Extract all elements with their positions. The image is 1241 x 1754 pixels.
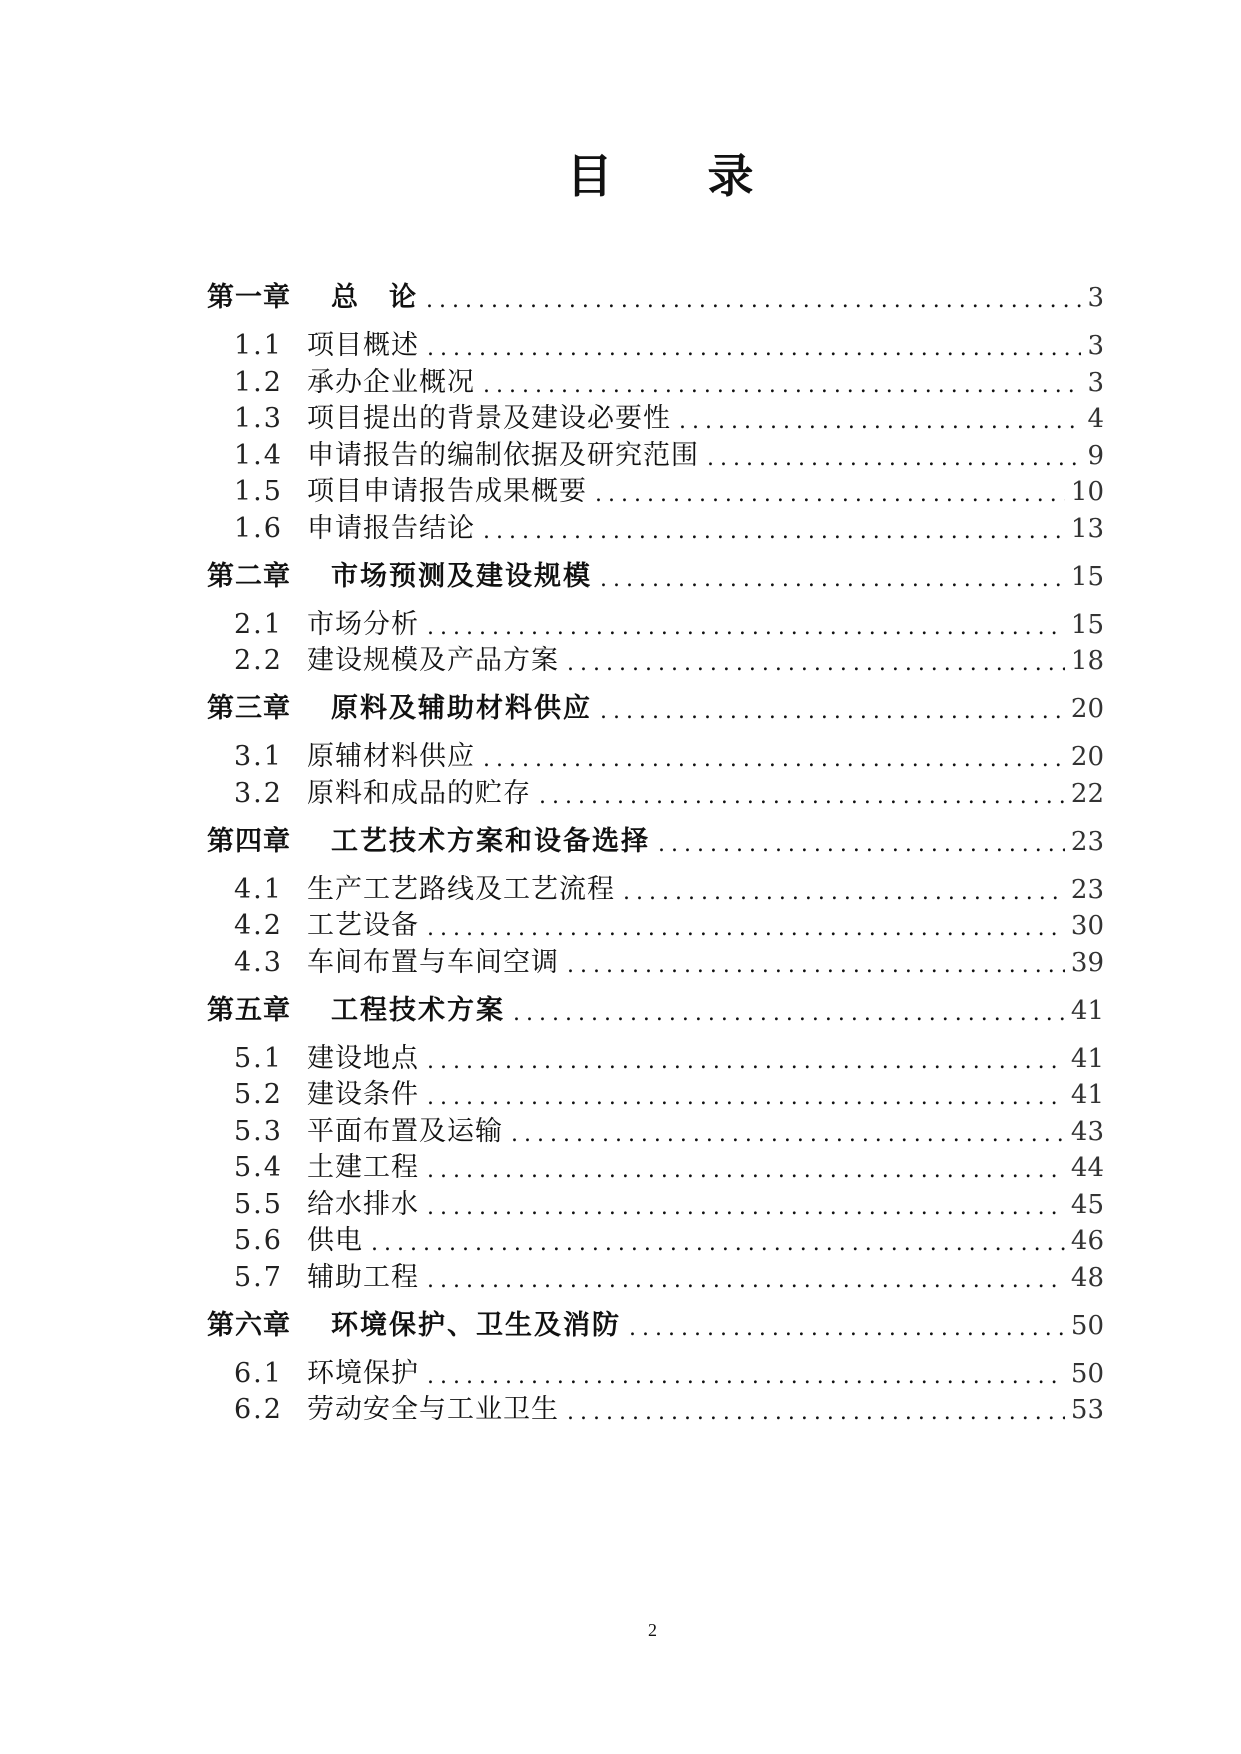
- toc-leader-dots: [539, 782, 1065, 812]
- toc-leader-dots: [427, 1362, 1065, 1392]
- toc-section-entry[interactable]: [207, 1114, 1104, 1150]
- toc-entry-number: 3.2: [234, 777, 283, 809]
- toc-section-entry[interactable]: [207, 1260, 1104, 1296]
- toc-entry-label: 生产工艺路线及工艺流程: [307, 873, 615, 905]
- toc-chapter-entry[interactable]: [207, 1308, 1104, 1344]
- toc-entry-page: 46: [1070, 1226, 1104, 1256]
- toc-entry-label: 建设规模及产品方案: [307, 645, 559, 676]
- toc-leader-dots: [567, 649, 1065, 679]
- page-title: [0, 140, 1241, 206]
- toc-section-entry[interactable]: [207, 511, 1104, 547]
- toc-section-entry[interactable]: [207, 1077, 1104, 1113]
- toc-leader-dots: [629, 1314, 1065, 1344]
- toc-entry-label: 市场预测及建设规模: [331, 560, 592, 592]
- toc-entry-page: 23: [1070, 826, 1104, 857]
- toc-section-entry[interactable]: [207, 1150, 1104, 1186]
- toc-entry-number: 第六章: [207, 1309, 291, 1341]
- toc-entry-number: 5.2: [234, 1079, 283, 1110]
- toc-entry-label: 平面布置及运输: [307, 1115, 503, 1147]
- toc-leader-dots: [426, 286, 1081, 316]
- toc-entry-label: 原料和成品的贮存: [307, 777, 531, 809]
- toc-entry-label: 辅助工程: [307, 1261, 419, 1293]
- toc-entry-number: 5.7: [234, 1261, 283, 1293]
- toc-entry-page: 41: [1070, 1080, 1104, 1110]
- toc-chapter-entry[interactable]: [207, 559, 1104, 595]
- toc-leader-dots: [483, 517, 1065, 547]
- toc-leader-dots: [511, 1120, 1065, 1150]
- toc-section-entry[interactable]: [207, 328, 1104, 364]
- toc-section-entry[interactable]: [207, 776, 1104, 812]
- toc-entry-number: 5.4: [234, 1152, 283, 1183]
- toc-section-entry[interactable]: [207, 908, 1104, 944]
- toc-entry-page: 3: [1087, 283, 1104, 313]
- toc-leader-dots: [427, 1266, 1065, 1296]
- toc-entry-number: 4.2: [234, 910, 283, 941]
- toc-entry-page: 41: [1070, 1043, 1104, 1074]
- toc-section-entry[interactable]: [207, 401, 1104, 437]
- toc-entry-label: 建设条件: [307, 1079, 419, 1110]
- toc-leader-dots: [567, 1398, 1065, 1428]
- toc-entry-label: 项目概述: [307, 330, 419, 361]
- toc-section-entry[interactable]: [207, 1356, 1104, 1392]
- toc-entry-number: 1.6: [234, 512, 283, 544]
- toc-leader-dots: [427, 1156, 1065, 1186]
- toc-entry-page: 44: [1070, 1153, 1104, 1183]
- toc-entry-page: 18: [1070, 646, 1104, 676]
- toc-entry-label: 项目申请报告成果概要: [307, 476, 587, 507]
- toc-entry-number: 1.5: [234, 476, 283, 507]
- toc-entry-label: 环境保护: [307, 1357, 419, 1389]
- toc-entry-number: 4.3: [234, 946, 283, 978]
- toc-entry-page: 15: [1070, 609, 1104, 640]
- toc-entry-page: 45: [1070, 1189, 1104, 1220]
- toc-entry-number: 5.6: [234, 1225, 283, 1256]
- toc-entry-page: 48: [1070, 1262, 1104, 1293]
- toc-entry-number: 2.2: [234, 645, 283, 676]
- toc-entry-label: 总 论: [331, 282, 418, 313]
- toc-entry-number: 5.3: [234, 1115, 283, 1147]
- toc-section-entry[interactable]: [207, 1187, 1104, 1223]
- toc-section-entry[interactable]: [207, 1392, 1104, 1428]
- toc-leader-dots: [600, 565, 1065, 595]
- toc-leader-dots: [567, 951, 1065, 981]
- toc-entry-page: 15: [1070, 561, 1104, 592]
- toc-entry-page: 50: [1070, 1358, 1104, 1389]
- toc-section-entry[interactable]: [207, 739, 1104, 775]
- toc-leader-dots: [427, 1047, 1065, 1077]
- toc-entry-number: 1.1: [234, 330, 283, 361]
- toc-leader-dots: [483, 745, 1065, 775]
- toc-entry-page: 3: [1087, 331, 1104, 361]
- toc-section-entry[interactable]: [207, 643, 1104, 679]
- toc-entry-label: 市场分析: [307, 608, 419, 640]
- toc-chapter-entry[interactable]: [207, 280, 1104, 316]
- toc-leader-dots: [623, 878, 1065, 908]
- toc-leader-dots: [483, 371, 1081, 401]
- toc-entry-page: 39: [1070, 947, 1104, 978]
- toc-entry-number: 6.1: [234, 1357, 283, 1389]
- toc-entry-page: 53: [1070, 1395, 1104, 1425]
- toc-entry-label: 申请报告的编制依据及研究范围: [307, 439, 699, 471]
- toc-entry-label: 环境保护、卫生及消防: [331, 1309, 621, 1341]
- toc-entry-page: 23: [1070, 874, 1104, 905]
- toc-entry-label: 给水排水: [307, 1188, 419, 1220]
- toc-entry-page: 20: [1070, 694, 1104, 724]
- toc-entry-page: 30: [1070, 911, 1104, 941]
- toc-entry-label: 原辅材料供应: [307, 741, 475, 772]
- toc-leader-dots: [513, 999, 1065, 1029]
- toc-leader-dots: [427, 1083, 1065, 1113]
- toc-entry-page: 4: [1087, 404, 1104, 434]
- toc-section-entry[interactable]: [207, 872, 1104, 908]
- toc-entry-number: 5.1: [234, 1042, 283, 1074]
- toc-entry-number: 5.5: [234, 1188, 283, 1220]
- toc-entry-label: 车间布置与车间空调: [307, 946, 559, 978]
- toc-entry-number: 第三章: [207, 693, 291, 724]
- toc-entry-number: 1.4: [234, 439, 283, 471]
- toc-leader-dots: [595, 480, 1065, 510]
- toc-entry-label: 劳动安全与工业卫生: [307, 1394, 559, 1425]
- toc-entry-label: 工艺技术方案和设备选择: [331, 825, 650, 857]
- toc-entry-page: 41: [1070, 995, 1104, 1026]
- toc-chapter-entry[interactable]: [207, 691, 1104, 727]
- toc-section-entry[interactable]: [207, 1041, 1104, 1077]
- toc-entry-number: 1.3: [234, 403, 283, 434]
- toc-leader-dots: [371, 1229, 1065, 1259]
- toc-entry-label: 原料及辅助材料供应: [331, 693, 592, 724]
- toc-entry-number: 2.1: [234, 608, 283, 640]
- toc-entry-label: 建设地点: [307, 1042, 419, 1074]
- toc-entry-page: 3: [1087, 367, 1104, 398]
- toc-section-entry[interactable]: [207, 945, 1104, 981]
- toc-entry-label: 项目提出的背景及建设必要性: [307, 403, 671, 434]
- toc-entry-page: 20: [1070, 742, 1104, 772]
- toc-leader-dots: [658, 830, 1065, 860]
- toc-leader-dots: [679, 407, 1081, 437]
- toc-entry-number: 第一章: [207, 282, 291, 313]
- toc-entry-label: 土建工程: [307, 1152, 419, 1183]
- toc-section-entry[interactable]: [207, 438, 1104, 474]
- toc-leader-dots: [707, 444, 1081, 474]
- toc-leader-dots: [427, 1193, 1065, 1223]
- toc-entry-page: 43: [1070, 1116, 1104, 1147]
- toc-entry-page: 9: [1087, 440, 1104, 471]
- toc-entry-number: 1.2: [234, 366, 283, 398]
- toc-entry-number: 第四章: [207, 825, 291, 857]
- toc-entry-label: 申请报告结论: [307, 512, 475, 544]
- toc-chapter-entry[interactable]: [207, 824, 1104, 860]
- toc-section-entry[interactable]: [207, 1223, 1104, 1259]
- toc-entry-page: 13: [1070, 513, 1104, 544]
- title-char-2: 录: [707, 149, 754, 203]
- toc-entry-number: 第二章: [207, 560, 291, 592]
- toc-entry-label: 工程技术方案: [331, 994, 505, 1026]
- toc-leader-dots: [427, 613, 1065, 643]
- toc-entry-page: 10: [1070, 477, 1104, 507]
- toc-entry-number: 6.2: [234, 1394, 283, 1425]
- toc-entry-label: 承办企业概况: [307, 366, 475, 398]
- toc-entry-page: 22: [1070, 778, 1104, 809]
- toc-entry-number: 4.1: [234, 873, 283, 905]
- toc-section-entry[interactable]: [207, 607, 1104, 643]
- toc-leader-dots: [427, 334, 1081, 364]
- footer-page-number: 2: [648, 1620, 657, 1640]
- toc-leader-dots: [600, 697, 1065, 727]
- toc-entry-number: 3.1: [234, 741, 283, 772]
- toc-chapter-entry[interactable]: [207, 993, 1104, 1029]
- toc-section-entry[interactable]: [207, 365, 1104, 401]
- toc-entry-label: 供电: [307, 1225, 363, 1256]
- title-char-1: 目: [566, 149, 613, 203]
- toc-entry-page: 50: [1070, 1310, 1104, 1341]
- toc-section-entry[interactable]: [207, 474, 1104, 510]
- toc-leader-dots: [427, 914, 1065, 944]
- toc-entry-number: 第五章: [207, 994, 291, 1026]
- toc-entry-label: 工艺设备: [307, 910, 419, 941]
